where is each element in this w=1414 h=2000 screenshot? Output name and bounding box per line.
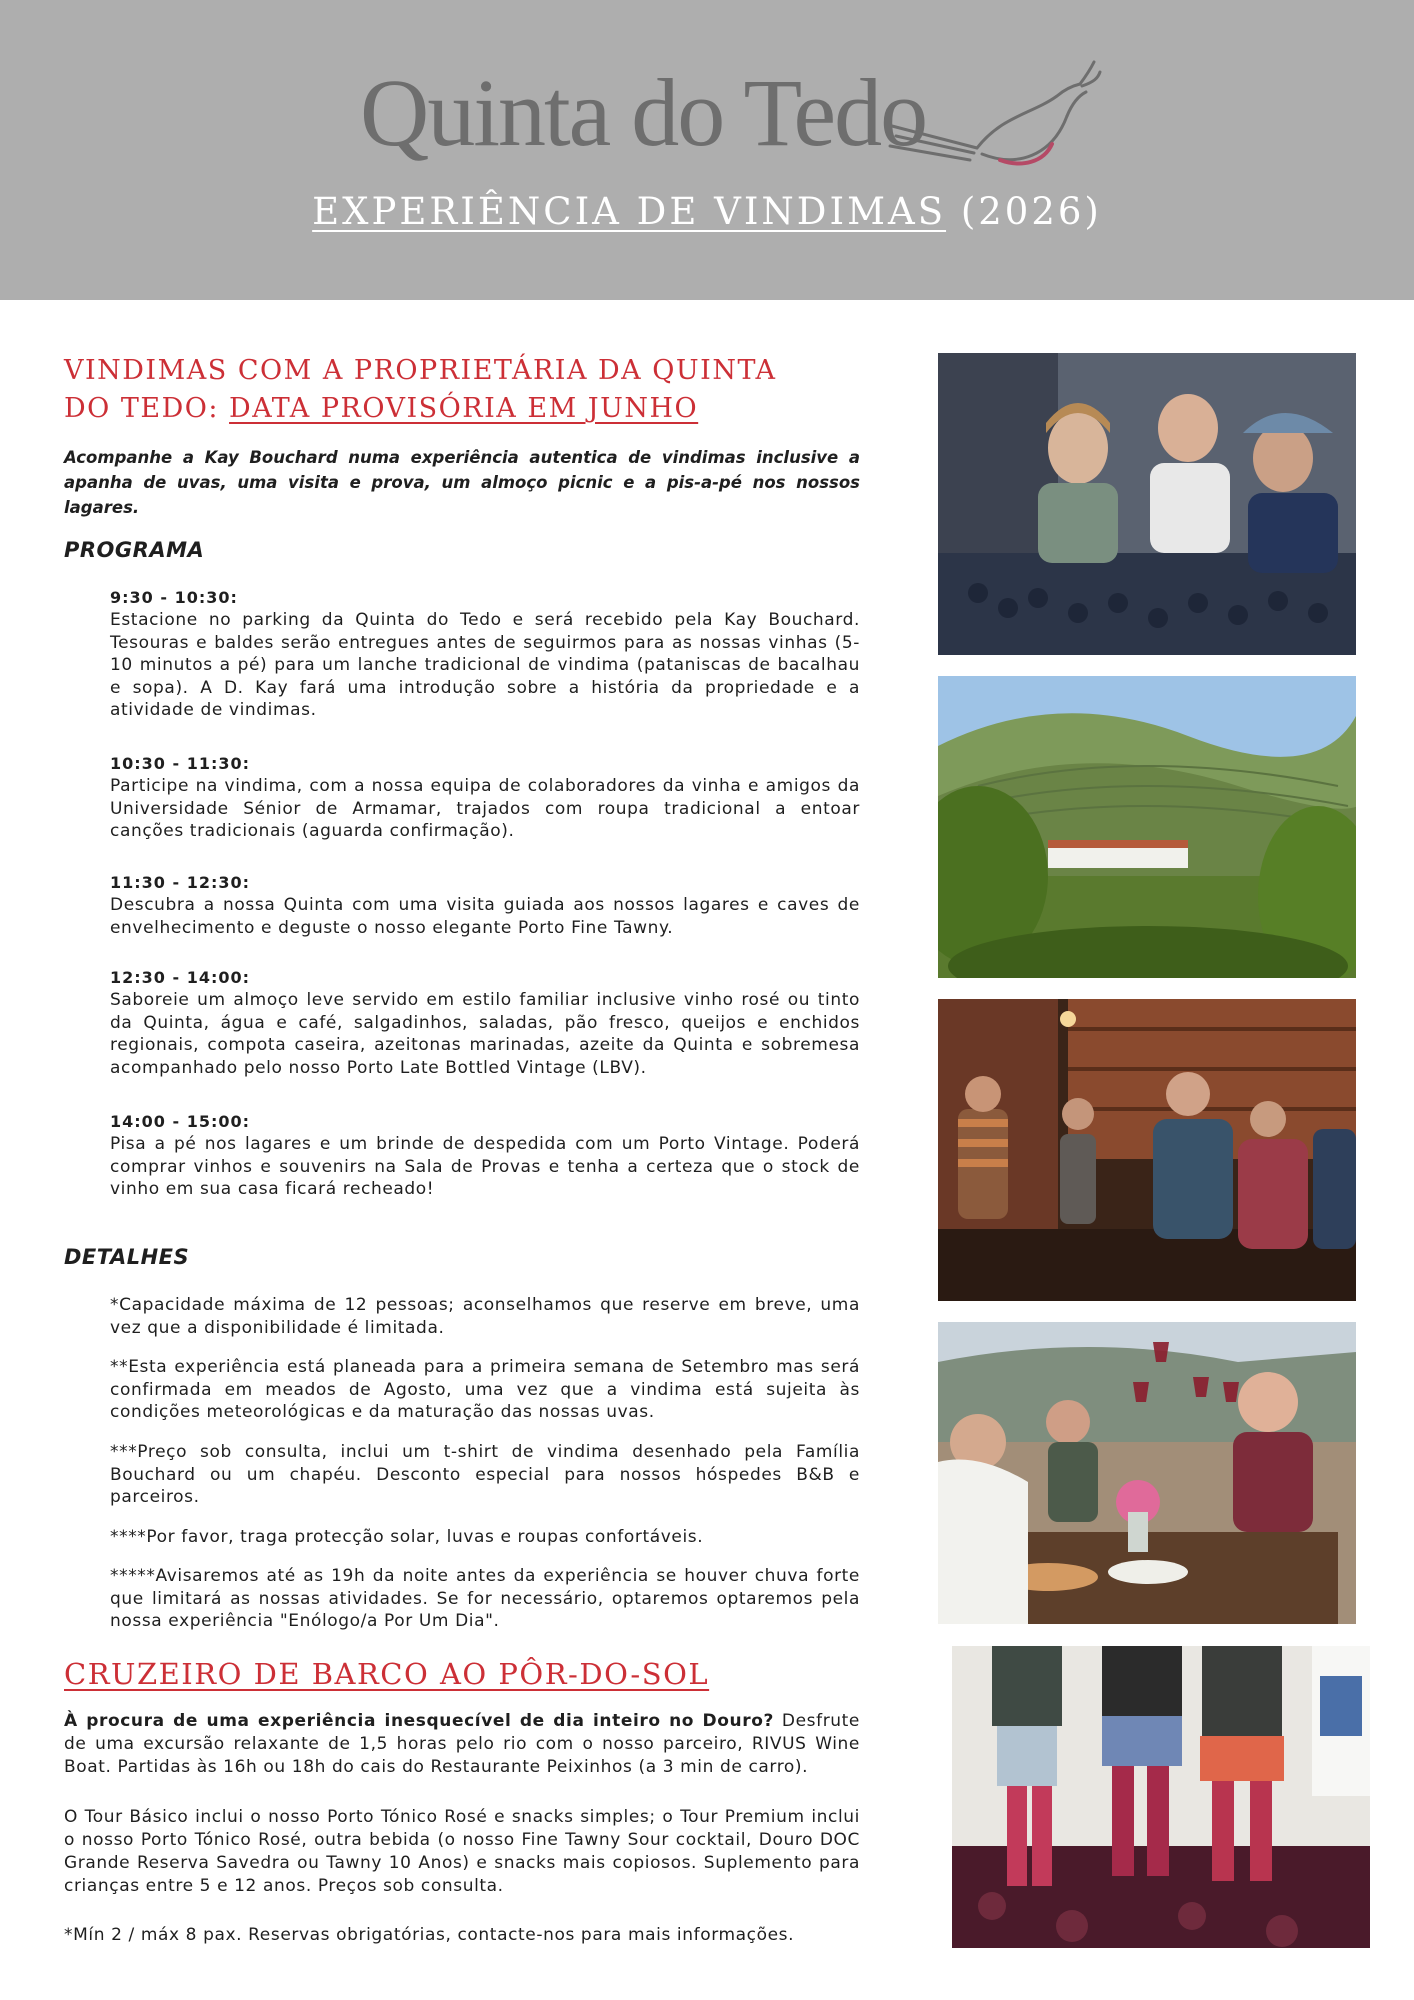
logo-wordmark: Quinta do Tedo xyxy=(360,59,927,166)
section-cruzeiro xyxy=(64,1655,860,1693)
photo-harvest-people-icon xyxy=(938,353,1356,655)
cruzeiro-paragraph-1 xyxy=(64,1710,860,1779)
program-time: 12:30 - 14:00: xyxy=(110,968,251,987)
detail-note: ***Preço sob consulta, inclui um t-shirt de vindima desenhado pela Família Bouchard ou um chapéu. Desconto especial para nossos hóspedes B&B e parceiros. xyxy=(110,1442,860,1507)
detail-note: *****Avisaremos até as 19h da noite antes da experiência se houver chuva forte que limitará as nossas atividades. Se for necessário, optaremos optaremos pela nossa experiência "Enólogo/a Por Um Dia". xyxy=(110,1566,860,1631)
photo-lagar-treading-icon xyxy=(952,1646,1370,1948)
program-text: Participe na vindima, com a nossa equipa de colaboradores da vinha e amigos da Universidade Sénior de Armamar, trajados com roupa tradicional a entoar canções tradicionais (aguarda confirmação). xyxy=(110,776,860,841)
page-title xyxy=(0,190,1414,233)
cruzeiro-heading: CRUZEIRO DE BARCO AO PÔR-DO-SOL xyxy=(64,1657,710,1691)
program-text: Estacione no parking da Quinta do Tedo e será recebido pela Kay Bouchard. Tesouras e baldes serão entregues antes de seguirmos para as nossas vinhas (5-10 minutos a pé) para um lanche tradicional de vindima (pataniscas de bacalhau e sopa). A D. Kay fará uma introdução sobre a história da propriedade e a atividade de vindimas. xyxy=(110,610,860,720)
program-time: 9:30 - 10:30: xyxy=(110,588,238,607)
detalhes-heading-wrap xyxy=(64,1245,860,1269)
douro-vineyard-photo xyxy=(938,676,1356,978)
page-header xyxy=(0,0,1414,300)
program-item xyxy=(110,872,860,939)
detalhes-heading: DETALHES xyxy=(64,1245,190,1269)
intro-paragraph: Acompanhe a Kay Bouchard numa experiência autentica de vindimas inclusive a apanha de uvas, uma visita e prova, um almoço picnic e a pis-a-pé nos nossos lagares. xyxy=(64,448,860,517)
program-item xyxy=(110,967,860,1079)
detail-note: **Esta experiência está planeada para a primeira semana de Setembro mas será confirmada em meados de Agosto, uma vez que a vindima está sujeita às condições meteorológicas e da maturação das nossas uvas. xyxy=(110,1357,860,1422)
program-item xyxy=(110,587,860,722)
program-item xyxy=(110,753,860,843)
section-vindimas xyxy=(64,352,860,428)
cruzeiro-paragraph-2 xyxy=(64,1806,860,1898)
photo-vineyard-landscape-icon xyxy=(938,676,1356,978)
detail-note: *Capacidade máxima de 12 pessoas; aconselhamos que reserve em breve, uma vez que a disponibilidade é limitada. xyxy=(110,1295,860,1338)
program-text: Descubra a nossa Quinta com uma visita guiada aos nossos lagares e caves de envelhecimento e deguste o nosso elegante Porto Fine Tawny. xyxy=(110,895,860,938)
cruzeiro-paragraph-3 xyxy=(64,1924,860,1947)
photo-cellar-barrels-icon xyxy=(938,999,1356,1301)
cruzeiro-p2-text: O Tour Básico inclui o nosso Porto Tónico Rosé e snacks simples; o Tour Premium inclui o nosso Porto Tónico Rosé, outra bebida (o nosso Fine Tawny Sour cocktail, Douro DOC Grande Reserva Savedra ou Tawny 10 Anos) e snacks mais copiosos. Suplemento para crianças entre 5 e 12 anos. Preços sob consulta. xyxy=(64,1807,860,1896)
provisional-date-link: DATA PROVISÓRIA EM JUNHO xyxy=(229,393,699,424)
cruzeiro-lead: À procura de uma experiência inesquecível de dia inteiro no Douro? xyxy=(64,1711,774,1731)
program-time: 10:30 - 11:30: xyxy=(110,754,251,773)
program-time: 14:00 - 15:00: xyxy=(110,1112,251,1131)
heading-line2: DO TEDO: xyxy=(64,393,230,424)
program-text: Pisa a pé nos lagares e um brinde de despedida com um Porto Vintage. Poderá comprar vinhos e souvenirs na Sala de Provas e tenha a certeza que o stock de vinho em sua casa ficará recheado! xyxy=(110,1134,860,1199)
cruzeiro-p3-text: *Mín 2 / máx 8 pax. Reservas obrigatórias, contacte-nos para mais informações. xyxy=(64,1925,795,1945)
program-text: Saboreie um almoço leve servido em estilo familiar inclusive vinho rosé ou tinto da Quinta, água e café, salgadinhos, saladas, pão fresco, queijos e enchidos regionais, compota caseira, azeitonas marinadas, azeite da Quinta e sobremesa acompanhado pelo nosso Porto Late Bottled Vintage (LBV). xyxy=(110,990,860,1078)
page-title-year: (2026) xyxy=(960,190,1102,233)
section-vindimas-heading xyxy=(64,352,860,428)
detail-note: ****Por favor, traga protecção solar, luvas e roupas confortáveis. xyxy=(110,1527,704,1547)
dove-logo-icon xyxy=(882,56,1102,176)
photo-wine-toast-icon xyxy=(938,1322,1356,1624)
intro-paragraph-wrap xyxy=(64,445,860,520)
program-time: 11:30 - 12:30: xyxy=(110,873,251,892)
program-item xyxy=(110,1111,860,1201)
cellar-tour-photo xyxy=(938,999,1356,1301)
heading-line1: VINDIMAS COM A PROPRIETÁRIA DA QUINTA xyxy=(64,355,777,386)
grape-sorting-photo xyxy=(938,353,1356,655)
lunch-toast-photo xyxy=(938,1322,1356,1624)
cruzeiro-p1-text: Desfrute de uma excursão relaxante de 1,5 horas pelo rio com o nosso parceiro, RIVUS Wine Boat. Partidas às 16h ou 18h do cais do Restaurante Peixinhos (a 3 min de carro). xyxy=(64,1711,860,1777)
programa-heading-wrap xyxy=(64,538,860,562)
quinta-do-tedo-logo xyxy=(360,48,1100,178)
grape-treading-photo xyxy=(952,1646,1370,1948)
page-title-main: EXPERIÊNCIA DE VINDIMAS xyxy=(312,190,947,233)
programa-heading: PROGRAMA xyxy=(64,538,205,562)
